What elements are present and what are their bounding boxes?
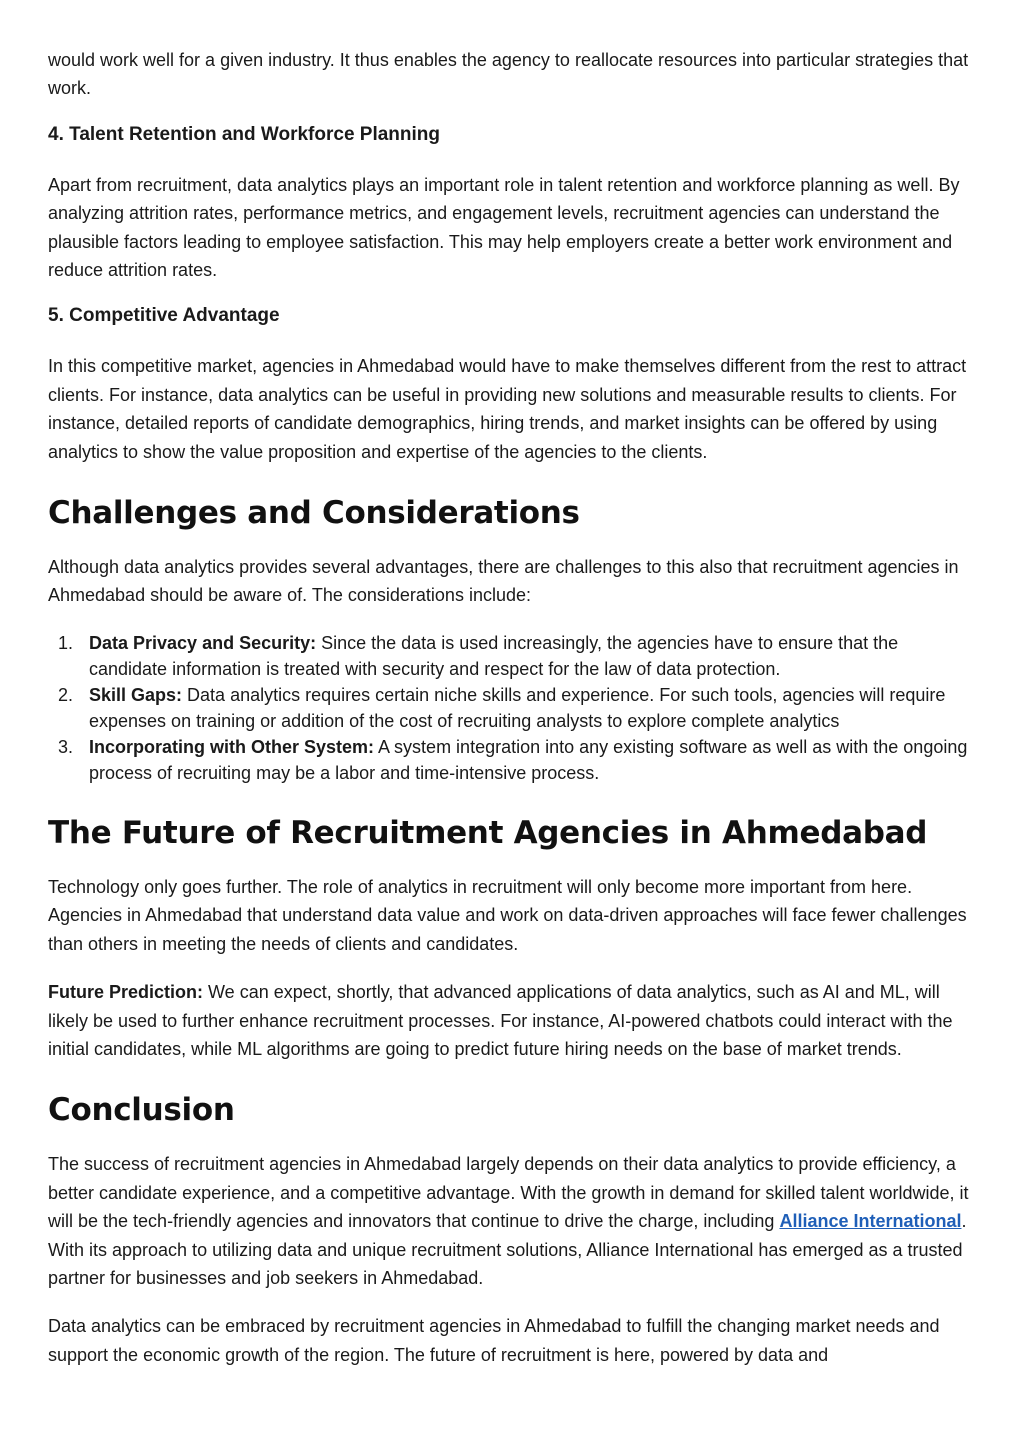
list-item xyxy=(48,630,976,682)
list-item-title: Skill Gaps: xyxy=(89,684,183,705)
future-prediction-label: Future Prediction: xyxy=(48,982,204,1003)
challenges-heading: Challenges and Considerations xyxy=(48,495,580,532)
section-4-heading: 4. Talent Retention and Workforce Planning xyxy=(48,123,441,145)
section-5-paragraph: In this competitive market, agencies in Ahmedabad would have to make themselves different from the rest to attract clients. For instance, data analytics can be useful in providing new solutions and measurable results to clients. For instance, detailed reports of candidate demographics, hiring trends, and market insights can be offered by using analytics to show the value proposition and expertise of the agencies to the clients. xyxy=(48,356,967,462)
future-prediction-paragraph xyxy=(48,978,976,1063)
list-item-text: Since the data is used increasingly, the agencies have to ensure that the candidate information is treated with security and respect for the law of data protection. xyxy=(89,632,899,679)
list-item-number: 1. xyxy=(58,632,74,653)
list-item xyxy=(48,734,976,786)
list-item-text: Data analytics requires certain niche skills and experience. For such tools, agencies will require expenses on training or addition of the cost of recruiting analysts to explore complete analytics xyxy=(89,684,946,731)
list-item-title: Incorporating with Other System: xyxy=(89,736,375,757)
list-item-text: A system integration into any existing software as well as with the ongoing process of recruiting may be a labor and time-intensive process. xyxy=(89,736,968,783)
section-5-heading: 5. Competitive Advantage xyxy=(48,305,280,327)
future-paragraph: Technology only goes further. The role of analytics in recruitment will only become more important from here. Agencies in Ahmedabad that understand data value and work on data-driven approaches will face fewer challenges than others in meeting the needs of clients and candidates. xyxy=(48,876,967,954)
conclusion-text-after-link: . With its approach to utilizing data and unique recruitment solutions, Alliance International has emerged as a trusted partner for businesses and job seekers in Ahmedabad. xyxy=(48,1211,967,1288)
list-item-number: 2. xyxy=(58,684,74,705)
intro-paragraph: would work well for a given industry. It thus enables the agency to reallocate resources into particular strategies that work. xyxy=(48,50,969,99)
list-item xyxy=(48,682,976,734)
list-item-title: Data Privacy and Security: xyxy=(89,632,317,653)
closing-paragraph: Data analytics can be embraced by recruitment agencies in Ahmedabad to fulfill the changing market needs and support the economic growth of the region. The future of recruitment is here, powered by data and xyxy=(48,1316,940,1365)
alliance-international-link[interactable]: Alliance International xyxy=(779,1211,962,1232)
conclusion-text-before-link: The success of recruitment agencies in Ahmedabad largely depends on their data analytics to provide efficiency, a better candidate experience, and a competitive advantage. With the growth in demand for skilled talent worldwide, it will be the tech-friendly agencies and innovators that continue to drive the charge, including xyxy=(48,1154,969,1232)
future-prediction-text: We can expect, shortly, that advanced applications of data analytics, such as AI and ML, will likely be used to further enhance recruitment processes. For instance, AI-powered chatbots could interact with the initial candidates, while ML algorithms are going to predict future hiring needs on the base of market trends. xyxy=(48,982,953,1059)
conclusion-heading: Conclusion xyxy=(48,1092,235,1129)
future-heading: The Future of Recruitment Agencies in Ahmedabad xyxy=(48,814,928,851)
challenges-intro-paragraph: Although data analytics provides several advantages, there are challenges to this also that recruitment agencies in Ahmedabad should be aware of. The considerations include: xyxy=(48,557,959,606)
list-item-number: 3. xyxy=(58,736,74,757)
section-4-paragraph: Apart from recruitment, data analytics plays an important role in talent retention and workforce planning as well. By analyzing attrition rates, performance metrics, and engagement levels, recruitment agencies can understand the plausible factors leading to employee satisfaction. This may help employers create a better work environment and reduce attrition rates. xyxy=(48,174,960,281)
conclusion-paragraph xyxy=(48,1150,976,1292)
challenges-list xyxy=(48,630,976,786)
